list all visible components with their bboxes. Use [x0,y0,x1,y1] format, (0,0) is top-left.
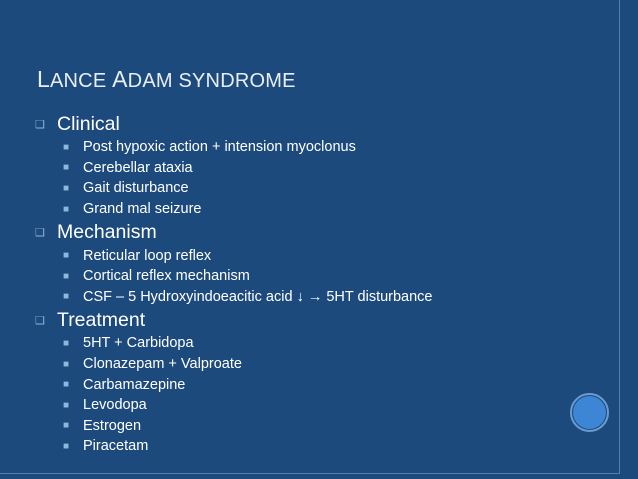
list-item-text: Post hypoxic action + intension myoclonus [83,139,356,156]
section-heading [35,111,605,137]
list-item [35,158,605,179]
square-bullet-icon: ■ [63,358,70,370]
title-initial: L [37,66,50,92]
list-item [35,333,605,354]
section-mechanism [35,219,605,307]
list-item-text: Gait disturbance [83,180,189,197]
section-heading-text: Clinical [57,112,120,135]
slide-title [37,66,296,93]
checkbox-bullet-icon: ❑ [35,226,45,239]
list-item [35,374,605,395]
section-treatment [35,307,605,457]
title-initial: A [112,66,128,92]
list-item-text: Clonazepam + Valproate [83,356,242,373]
checkbox-bullet-icon: ❑ [35,314,45,327]
list-item-text: Carbamazepine [83,376,186,393]
list-item [35,137,605,158]
list-item-text: Grand mal seizure [83,201,202,218]
section-heading [35,219,605,245]
list-item [35,395,605,416]
list-item-text: Cerebellar ataxia [83,159,193,176]
list-item [35,354,605,375]
section-heading-text: Mechanism [57,220,157,243]
list-item-text: Reticular loop reflex [83,247,212,264]
list-item-text: Piracetam [83,438,149,455]
list-item [35,178,605,199]
square-bullet-icon: ■ [63,270,70,282]
square-bullet-icon: ■ [63,399,70,411]
section-clinical [35,111,605,219]
list-item-text: Levodopa [83,397,147,414]
list-item [35,287,605,308]
square-bullet-icon: ■ [63,379,70,391]
list-item [35,266,605,287]
slide-content [35,111,605,457]
square-bullet-icon: ■ [63,440,70,452]
list-item [35,436,605,457]
list-item [35,245,605,266]
list-item [35,199,605,220]
square-bullet-icon: ■ [63,182,70,194]
list-item-text: Cortical reflex mechanism [83,268,250,285]
square-bullet-icon: ■ [63,141,70,153]
square-bullet-icon: ■ [63,337,70,349]
square-bullet-icon: ■ [63,291,70,303]
square-bullet-icon: ■ [63,203,70,215]
list-item [35,416,605,437]
list-item-text: 5HT + Carbidopa [83,335,194,352]
title-text: DAM SYNDROME [127,70,296,92]
square-bullet-icon: ■ [63,420,70,432]
list-item-text: Estrogen [83,417,142,434]
square-bullet-icon: ■ [63,250,70,262]
checkbox-bullet-icon: ❑ [35,118,45,131]
list-item-text: CSF – 5 Hydroxyindoeacitic acid ↓ → 5HT disturbance [83,288,433,305]
square-bullet-icon: ■ [63,162,70,174]
section-heading [35,307,605,333]
section-heading-text: Treatment [57,308,146,331]
title-text: ANCE [50,70,113,92]
decorative-circle [573,396,606,429]
